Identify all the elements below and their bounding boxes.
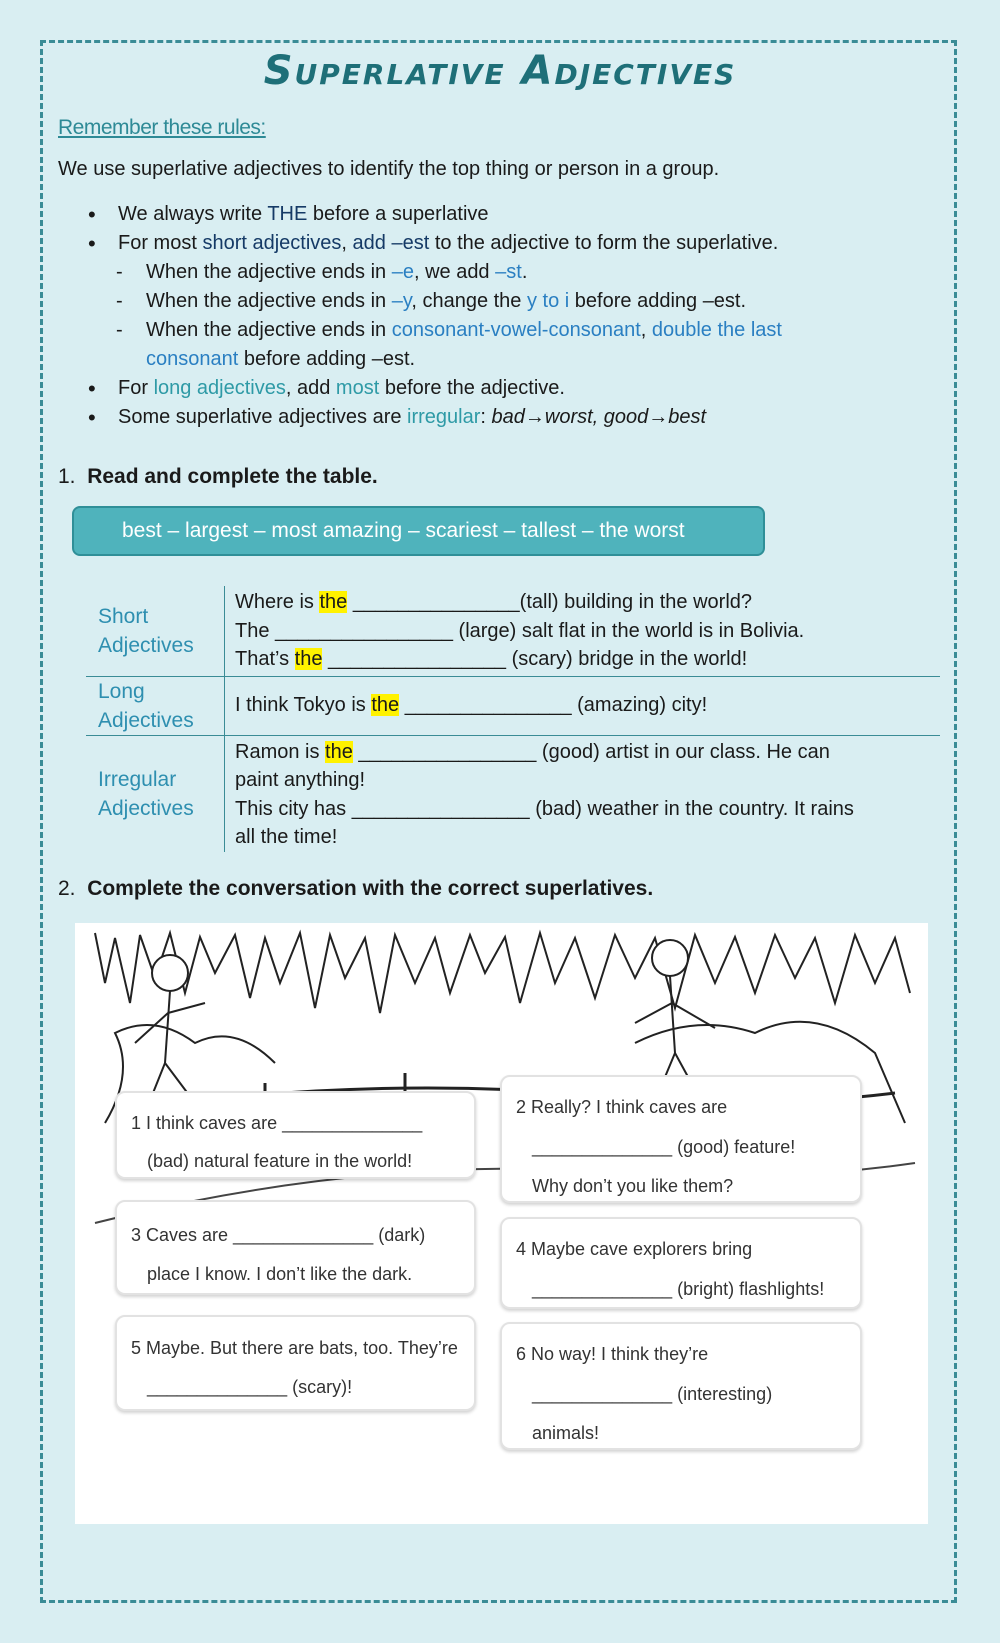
rule-text: When the adjective ends in	[146, 261, 392, 283]
rule-keyword: y to i	[527, 290, 570, 312]
bubble-line: 5 Maybe. But there are bats, too. They’re	[131, 1338, 458, 1358]
rule-text: , we add	[413, 261, 496, 283]
category-long	[86, 676, 225, 735]
rules-list	[88, 200, 948, 432]
short-sentences	[225, 586, 941, 676]
bubble-line: place I know. I don’t like the dark.	[147, 1264, 413, 1284]
rule-keyword: consonant	[146, 348, 239, 370]
sentence-text: _______________ (amazing) city!	[399, 694, 708, 717]
bubble-line: 1 I think caves are ______________	[131, 1113, 423, 1133]
rule-item	[88, 229, 948, 258]
rule-text: Some superlative adjectives are	[118, 406, 408, 428]
category-label: Adjectives	[98, 708, 194, 732]
sentence-text: ________________ (good) artist in our class. He can	[352, 740, 830, 763]
irregular-sentences	[225, 735, 941, 852]
exercise-1-heading	[58, 465, 378, 489]
exercise-instruction: Complete the conversation with the correct superlatives.	[87, 877, 654, 900]
rule-item	[88, 374, 948, 403]
sentence	[235, 738, 940, 767]
rule-keyword: long adjectives	[153, 377, 286, 399]
sentence-text: ________________ (scary) bridge in the world!	[322, 648, 748, 670]
bubble-line: ______________ (scary)!	[147, 1377, 353, 1397]
long-sentences	[225, 676, 941, 735]
speech-bubble-1	[115, 1091, 476, 1179]
sentence-text: all the time!	[235, 826, 338, 848]
category-label: Short	[98, 604, 149, 628]
sentence	[235, 691, 940, 720]
rule-keyword: –y	[391, 290, 412, 312]
rule-text: .	[521, 261, 528, 283]
bubble-line: Why don’t you like them?	[532, 1176, 734, 1196]
rule-text: :	[480, 406, 492, 428]
speech-bubble-5	[115, 1315, 476, 1411]
sentence-text: _______________(tall) building in the world?	[347, 591, 753, 613]
highlight-the: the	[371, 694, 400, 717]
sentence-text: This city has ________________ (bad) weather in the country. It rains	[235, 797, 854, 820]
rule-keyword: add –est	[352, 232, 430, 254]
rule-keyword: –st	[495, 261, 522, 283]
rule-text: before adding –est.	[569, 290, 747, 312]
bubble-line: 6 No way! I think they’re	[516, 1344, 709, 1364]
exercise-2-heading	[58, 877, 653, 901]
sentence-text: The ________________ (large) salt flat in the world is in Bolivia.	[235, 619, 805, 642]
rule-keyword: –e	[391, 261, 414, 283]
rule-text: For most	[118, 232, 203, 254]
speech-bubble-4	[500, 1217, 862, 1309]
rule-keyword: double the last	[651, 319, 782, 341]
exercise-instruction: Read and complete the table.	[87, 465, 378, 488]
rule-keyword: consonant-vowel-consonant	[391, 319, 641, 341]
bubble-line: 2 Really? I think caves are	[516, 1097, 728, 1117]
sentence	[235, 617, 940, 646]
rule-text: , change the	[411, 290, 527, 312]
rule-text: before the adjective.	[379, 377, 565, 399]
rule-keyword: irregular	[407, 406, 481, 428]
speech-bubble-6	[500, 1322, 862, 1450]
sentence-text: Ramon is	[235, 740, 326, 763]
sentence	[235, 645, 940, 674]
speech-bubble-2	[500, 1075, 862, 1203]
bubble-line: 4 Maybe cave explorers bring	[516, 1239, 753, 1259]
rule-example: bad→worst, good→best	[491, 406, 707, 428]
rule-item	[88, 200, 948, 229]
word-bank: best – largest – most amazing – scariest – tallest – the worst	[72, 506, 765, 556]
speech-bubble-3	[115, 1200, 476, 1295]
rule-text: We always write	[118, 203, 268, 225]
category-label: Adjectives	[98, 633, 194, 657]
bubble-line: animals!	[532, 1423, 600, 1443]
cave-illustration-panel	[75, 923, 928, 1524]
rule-text: When the adjective ends in	[146, 290, 392, 312]
rule-subitem	[88, 287, 948, 316]
intro-text: We use superlative adjectives to identify the top thing or person in a group.	[58, 158, 720, 180]
rule-subitem	[88, 316, 948, 345]
exercise-number: 2.	[58, 877, 76, 900]
bubble-line: ______________ (bright) flashlights!	[532, 1279, 825, 1299]
rule-keyword: most	[335, 377, 380, 399]
rule-subitem	[88, 258, 948, 287]
bubble-line: ______________ (good) feature!	[532, 1137, 796, 1157]
rule-keyword: THE	[267, 203, 308, 225]
rules-heading: Remember these rules:	[58, 116, 266, 139]
rule-keyword: short adjectives	[202, 232, 342, 254]
rule-text: to the adjective to form the superlative.	[429, 232, 779, 254]
rule-text: before adding –est.	[238, 348, 416, 370]
rule-text: before a superlative	[307, 203, 489, 225]
category-label: Long	[98, 679, 145, 703]
bubble-line: ______________ (interesting)	[532, 1384, 773, 1404]
highlight-the: the	[294, 648, 323, 670]
bubble-line: 3 Caves are ______________ (dark)	[131, 1225, 426, 1245]
sentence-text: Where is	[235, 591, 320, 613]
rule-subitem-continued	[88, 345, 948, 374]
rule-text: For	[118, 377, 154, 399]
rule-text: When the adjective ends in	[146, 319, 392, 341]
highlight-the: the	[319, 591, 348, 613]
sentence-text: paint anything!	[235, 769, 366, 791]
sentence-text: That’s	[235, 648, 295, 670]
exercise-number: 1.	[58, 465, 76, 488]
rule-text: ,	[640, 319, 652, 341]
sentence-text: I think Tokyo is	[235, 694, 372, 717]
boy-figure	[135, 955, 205, 1113]
rule-item	[88, 403, 948, 432]
category-label: Adjectives	[98, 796, 194, 820]
page-title: Superlative Adjectives	[263, 48, 737, 94]
sentence	[235, 588, 940, 617]
highlight-the: the	[325, 740, 353, 763]
rule-text: ,	[341, 232, 353, 254]
category-irregular	[86, 735, 225, 852]
category-short	[86, 586, 225, 676]
rule-text: , add	[285, 377, 336, 399]
bubble-line: (bad) natural feature in the world!	[147, 1151, 413, 1171]
category-label: Irregular	[98, 767, 177, 791]
adjectives-table	[86, 586, 940, 852]
